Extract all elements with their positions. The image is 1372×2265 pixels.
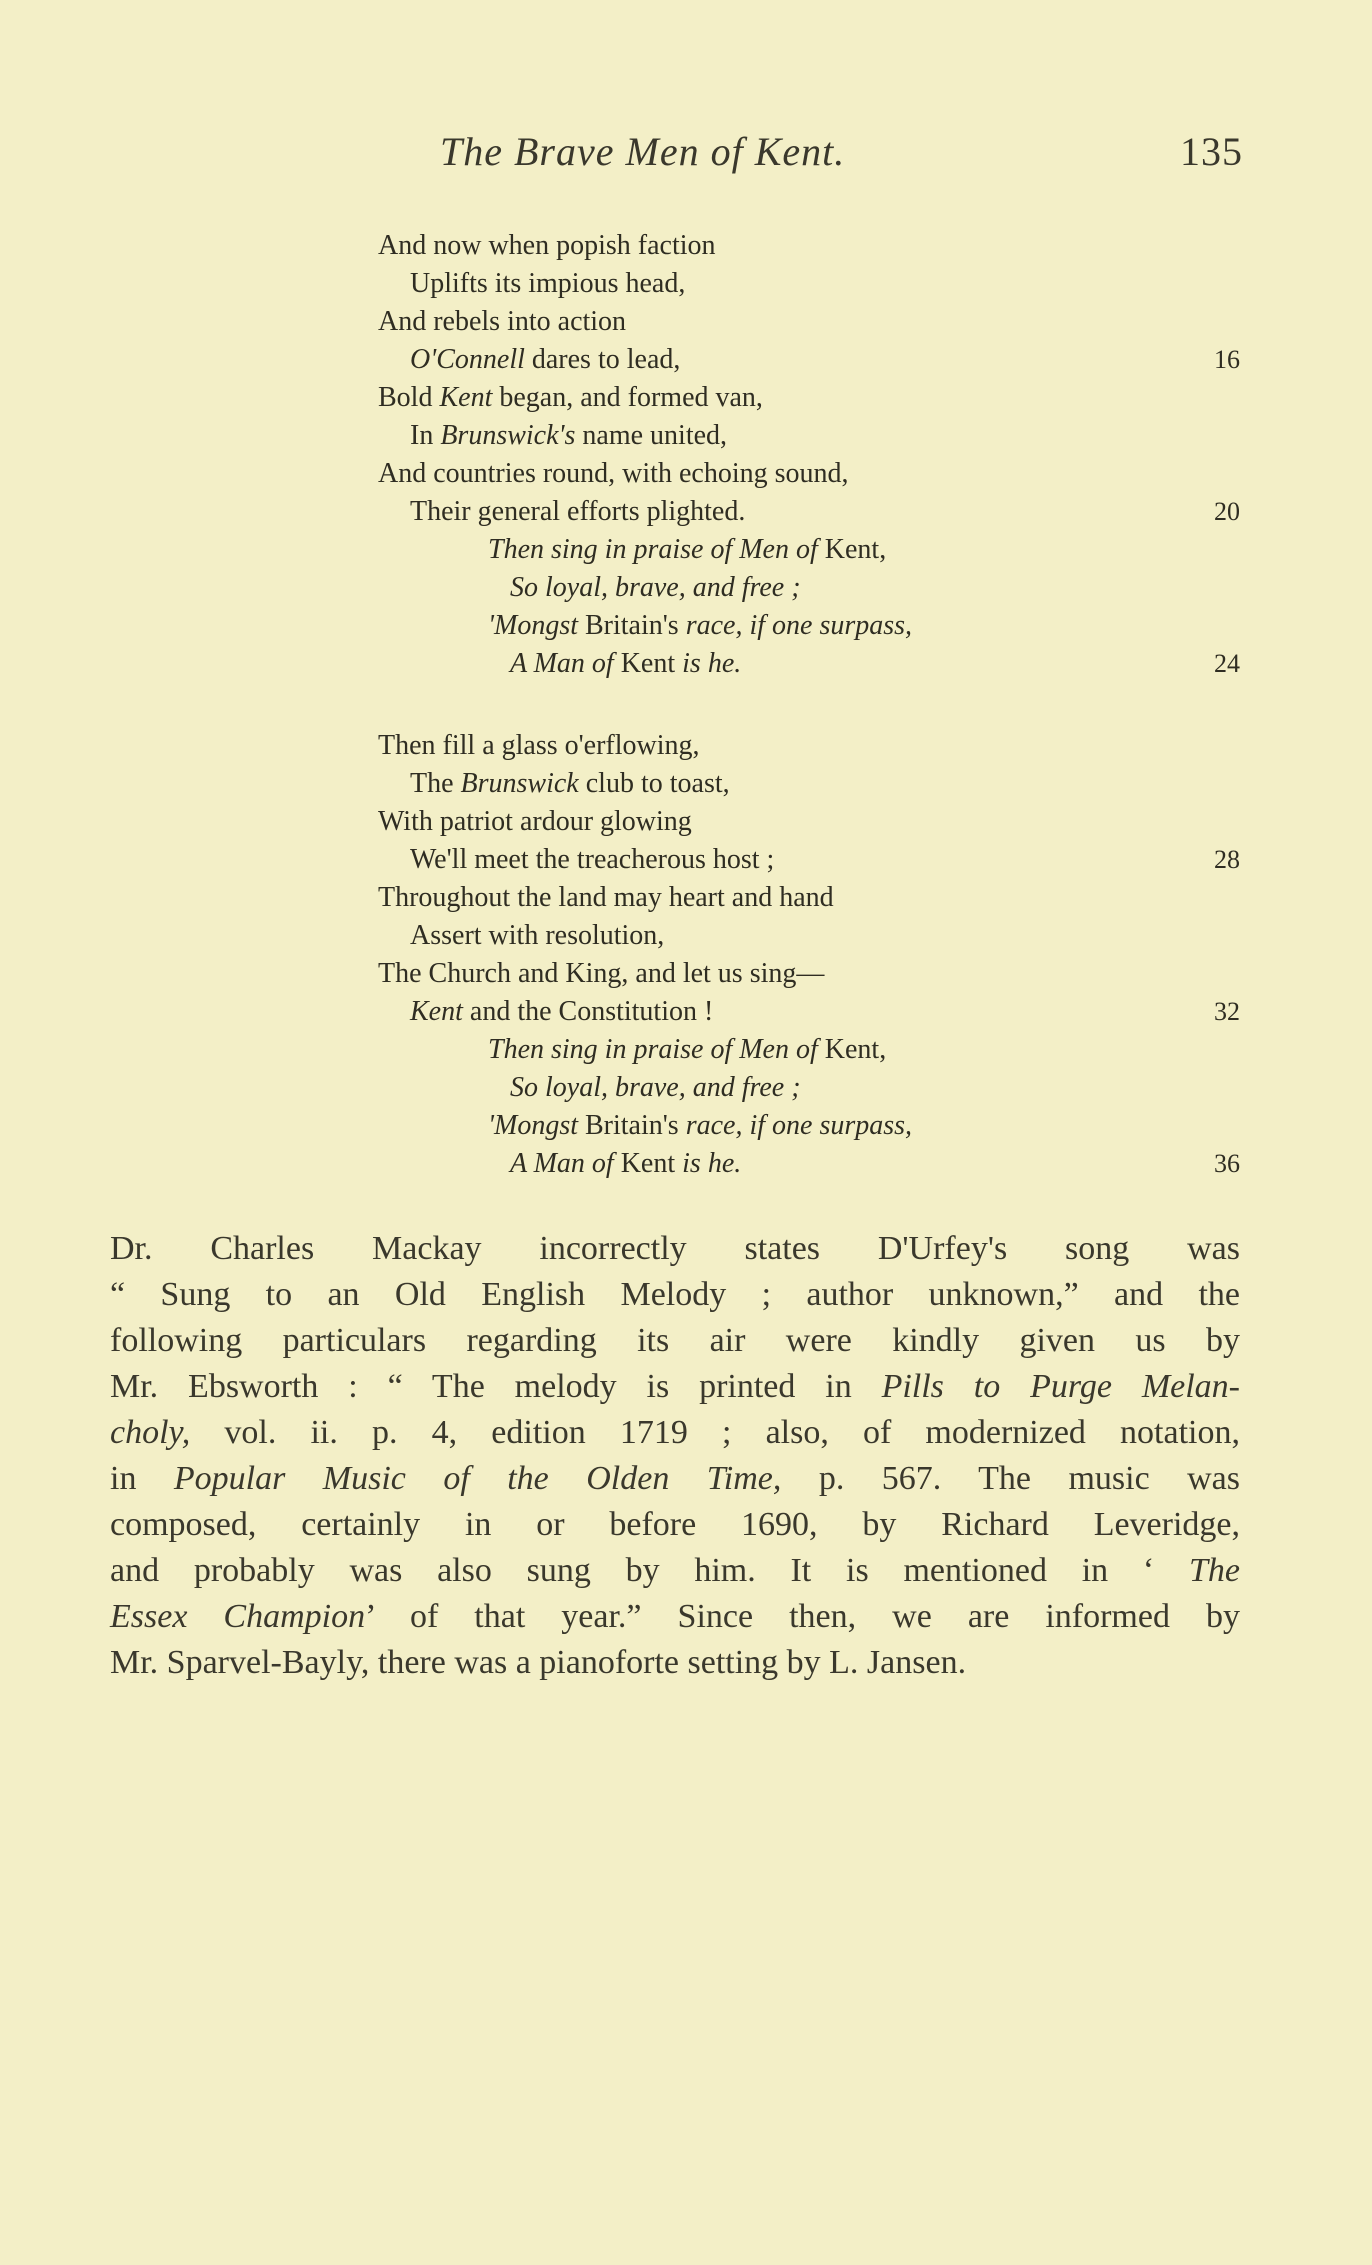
page-number: 135 (1180, 129, 1243, 174)
verse-line: With patriot ardour glowing (378, 806, 692, 837)
verse-line: Kent and the Constitution ! (410, 996, 714, 1027)
paragraph-line: following particulars regarding its air were kindly given us by (110, 1322, 1240, 1359)
verse-line: And rebels into action (378, 306, 627, 337)
verse-line: So loyal, brave, and free ; (510, 572, 801, 603)
verse-line: Then sing in praise of Men of Kent, (488, 534, 887, 565)
verse-line: And now when popish faction (378, 230, 716, 261)
verse-line: The Brunswick club to toast, (410, 768, 730, 799)
paragraph-line: Mr. Sparvel-Bayly, there was a pianoforte setting by L. Jansen. (110, 1644, 967, 1681)
verse-line: 'Mongst Britain's race, if one surpass, (488, 1110, 913, 1141)
paragraph-line: in Popular Music of the Olden Time, p. 567. The music was (110, 1460, 1240, 1497)
paragraph-line: and probably was also sung by him. It is mentioned in ‘ The (110, 1552, 1240, 1589)
verse-line: Uplifts its impious head, (410, 268, 686, 299)
commentary-paragraph (110, 1226, 1240, 1686)
verse-line: A Man of Kent is he. (510, 1148, 742, 1179)
verse-line: The Church and King, and let us sing— (378, 958, 825, 989)
paragraph-line: Mr. Ebsworth : “ The melody is printed in Pills to Purge Melan- (110, 1368, 1240, 1405)
verse-line: Then fill a glass o'erflowing, (378, 730, 700, 761)
paragraph-line: Dr. Charles Mackay incorrectly states D'Urfey's song was (110, 1230, 1240, 1267)
verse-line: Throughout the land may heart and hand (378, 882, 834, 913)
line-number: 16 (1214, 345, 1240, 374)
verse-line: O'Connell dares to lead, (410, 344, 681, 375)
verse-line: Their general efforts plighted. (410, 496, 746, 527)
line-number: 20 (1214, 497, 1240, 526)
paragraph-line: choly, vol. ii. p. 4, edition 1719 ; also, of modernized notation, (110, 1414, 1240, 1451)
verse-line: And countries round, with echoing sound, (378, 458, 849, 489)
verse-line: Bold Kent began, and formed van, (378, 382, 763, 413)
line-number: 24 (1214, 649, 1240, 678)
verse-line: A Man of Kent is he. (510, 648, 742, 679)
line-number: 32 (1214, 997, 1240, 1026)
verse-line: We'll meet the treacherous host ; (410, 844, 775, 875)
page-header-title: The Brave Men of Kent. (440, 129, 846, 174)
verse-line: 'Mongst Britain's race, if one surpass, (488, 610, 913, 641)
verse-line: Then sing in praise of Men of Kent, (488, 1034, 887, 1065)
verse-line: In Brunswick's name united, (410, 420, 728, 451)
paragraph-line: “ Sung to an Old English Melody ; author unknown,” and the (110, 1276, 1240, 1313)
line-number: 36 (1214, 1149, 1240, 1178)
paragraph-line: composed, certainly in or before 1690, by Richard Leveridge, (110, 1506, 1240, 1543)
line-number: 28 (1214, 845, 1240, 874)
paragraph-line: Essex Champion’ of that year.” Since then, we are informed by (110, 1598, 1240, 1635)
verse-line: Assert with resolution, (410, 920, 665, 951)
verse-line: So loyal, brave, and free ; (510, 1072, 801, 1103)
